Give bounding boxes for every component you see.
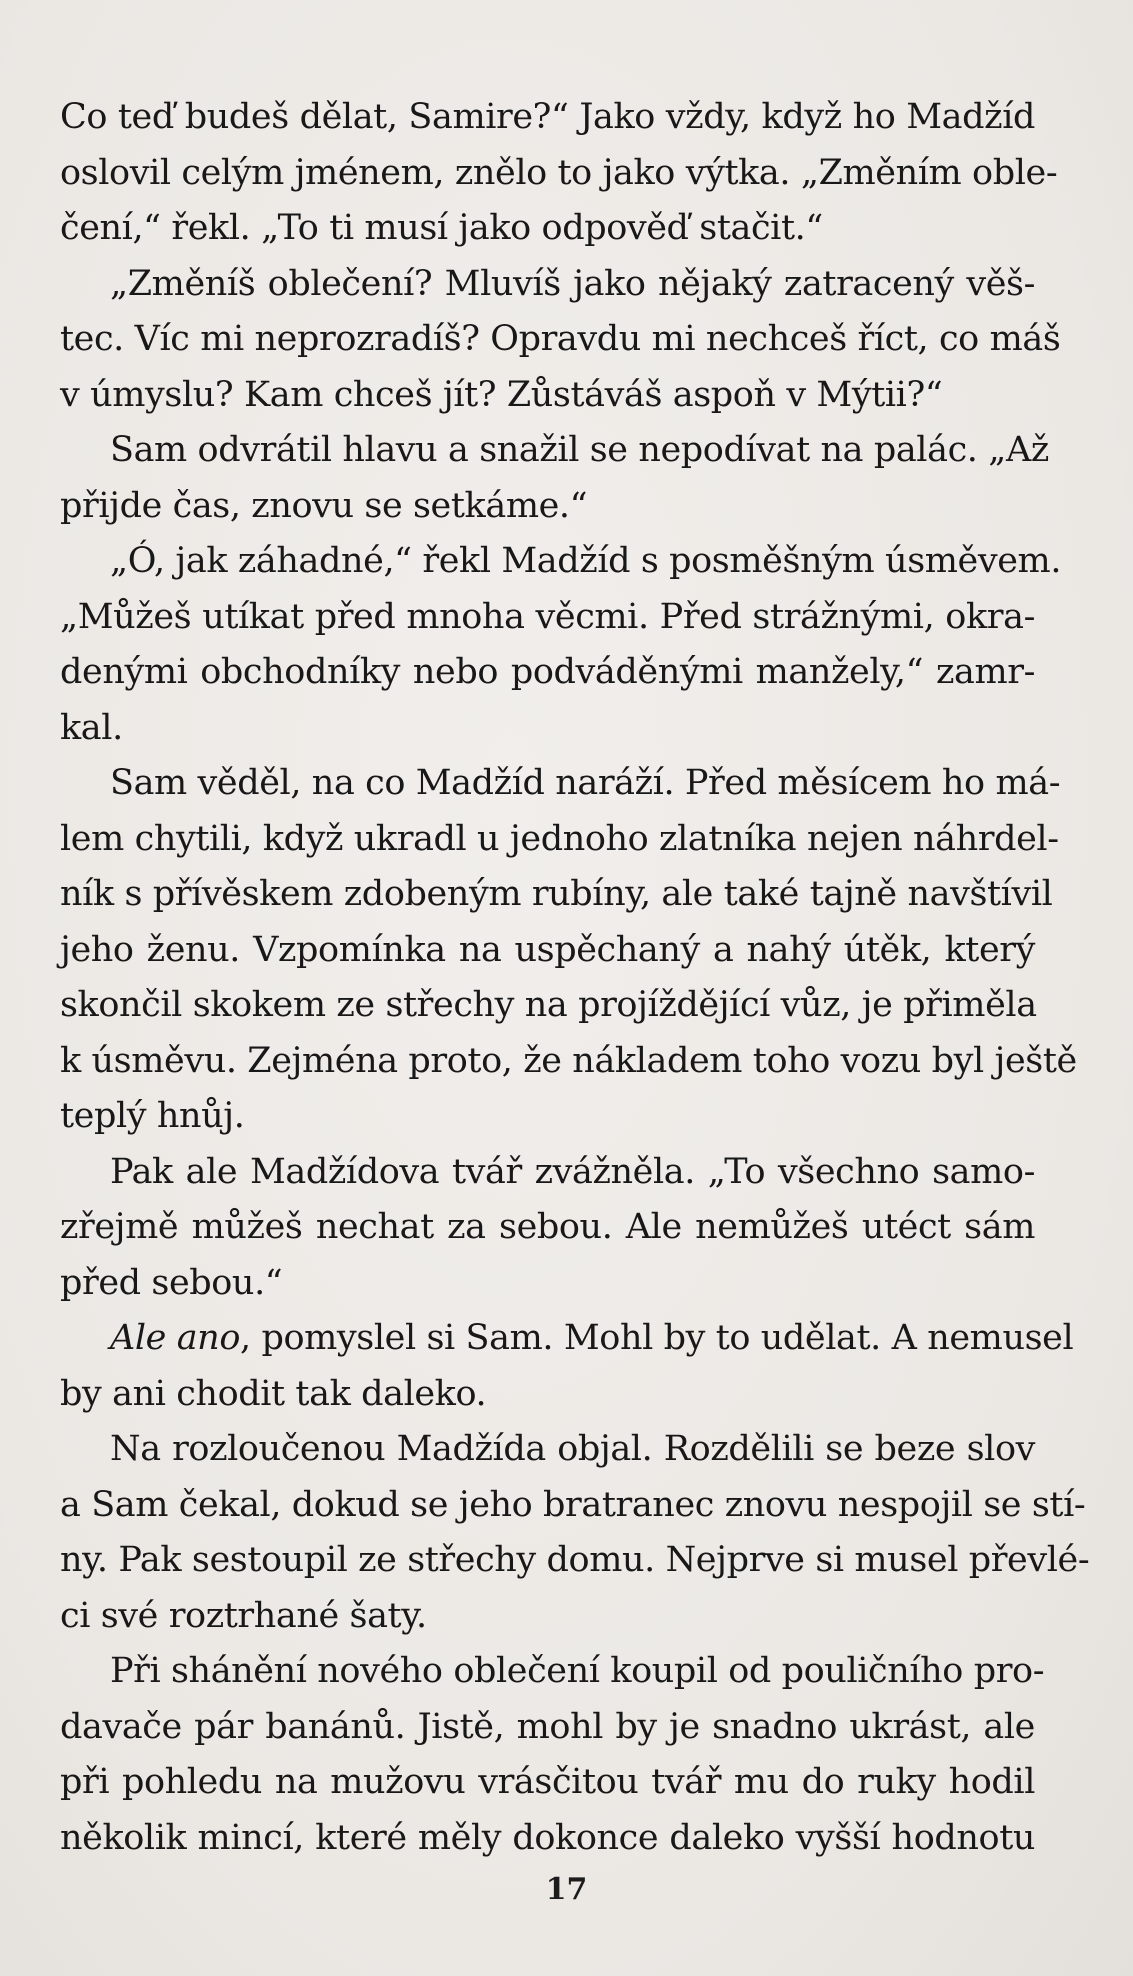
text-line: v úmyslu? Kam chceš jít? Zůstáváš aspoň v Mýtii?“: [60, 374, 943, 415]
paragraph: [60, 423, 1049, 534]
text-line: davače pár banánů. Jistě, mohl by je snadno ukrást, ale: [60, 1706, 1035, 1747]
text-line: „Změníš oblečení? Mluvíš jako nějaký zatracený věš-: [110, 263, 1035, 304]
page-number: 17: [545, 1872, 588, 1907]
paragraph: [60, 534, 1062, 756]
text-line: ník s přívěskem zdobeným rubíny, ale také tajně navštívil: [60, 874, 1053, 914]
text-line: ny. Pak sestoupil ze střechy domu. Nejprve si musel převlé-: [60, 1540, 1090, 1580]
text-line: by ani chodit tak daleko.: [60, 1373, 487, 1414]
italic-phrase: Ale ano: [110, 1318, 240, 1358]
text-line: přijde čas, znovu se setkáme.“: [60, 485, 588, 526]
text-line: Při shánění nového oblečení koupil od pouličního pro-: [110, 1651, 1045, 1691]
text-line: „Ó, jak záhadné,“ řekl Madžíd s posměšným úsměvem.: [110, 541, 1062, 581]
text-fragment: , pomyslel si Sam. Mohl by to udělat. A nemusel: [240, 1318, 1074, 1358]
paragraph: [60, 756, 1077, 1145]
paragraph: [60, 1145, 1035, 1312]
text-line: před sebou.“: [60, 1262, 283, 1303]
text-line: k úsměvu. Zejména proto, že nákladem toho vozu byl ještě: [60, 1040, 1077, 1081]
text-line: Sam odvrátil hlavu a snažil se nepodívat na palác. „Až: [110, 430, 1049, 470]
text-line: zřejmě můžeš nechat za sebou. Ale nemůžeš utéct sám: [60, 1207, 1035, 1247]
text-line: ci své roztrhané šaty.: [60, 1595, 427, 1636]
text-line: teplý hnůj.: [60, 1096, 245, 1136]
paragraph: [60, 1422, 1090, 1644]
text-line: tec. Víc mi neprozradíš? Opravdu mi nechceš říct, co máš: [60, 319, 1061, 359]
text-line: oslovil celým jménem, znělo to jako výtka. „Změním oble-: [60, 152, 1058, 193]
text-line: „Můžeš utíkat před mnoha věcmi. Před strážnými, okra-: [60, 596, 1035, 637]
text-line: skončil skokem ze střechy na projíždějící vůz, je přiměla: [60, 985, 1037, 1025]
text-line: lem chytili, když ukradl u jednoho zlatníka nejen náhrdel-: [60, 818, 1059, 859]
text-line: denými obchodníky nebo podváděnými manžely,“ zamr-: [60, 652, 1035, 692]
text-line: [60, 1311, 1074, 1367]
text-line: Sam věděl, na co Madžíd naráží. Před měsícem ho má-: [110, 763, 1061, 803]
text-line: Na rozloučenou Madžída objal. Rozdělili se beze slov: [110, 1429, 1035, 1469]
text-line: několik mincí, které měly dokonce daleko vyšší hodnotu: [60, 1817, 1035, 1858]
text-line: a Sam čekal, dokud se jeho bratranec znovu nespojil se stí-: [60, 1484, 1086, 1525]
text-line: při pohledu na mužovu vrásčitou tvář mu do ruky hodil: [60, 1762, 1035, 1802]
paragraph: [60, 1644, 1045, 1866]
text-line: Co teď budeš dělat, Samire?“ Jako vždy, když ho Madžíd: [60, 97, 1035, 137]
text-line: Pak ale Madžídova tvář zvážněla. „To všechno samo-: [110, 1151, 1035, 1192]
paragraph: [60, 1311, 1074, 1422]
text-line: čení,“ řekl. „To ti musí jako odpověď stačit.“: [60, 208, 823, 248]
page-body-text: [60, 90, 1090, 1866]
text-line: jeho ženu. Vzpomínka na uspěchaný a nahý útěk, který: [60, 929, 1035, 970]
text-line: kal.: [60, 707, 123, 748]
paragraph: [60, 257, 1061, 424]
paragraph: [60, 90, 1058, 257]
